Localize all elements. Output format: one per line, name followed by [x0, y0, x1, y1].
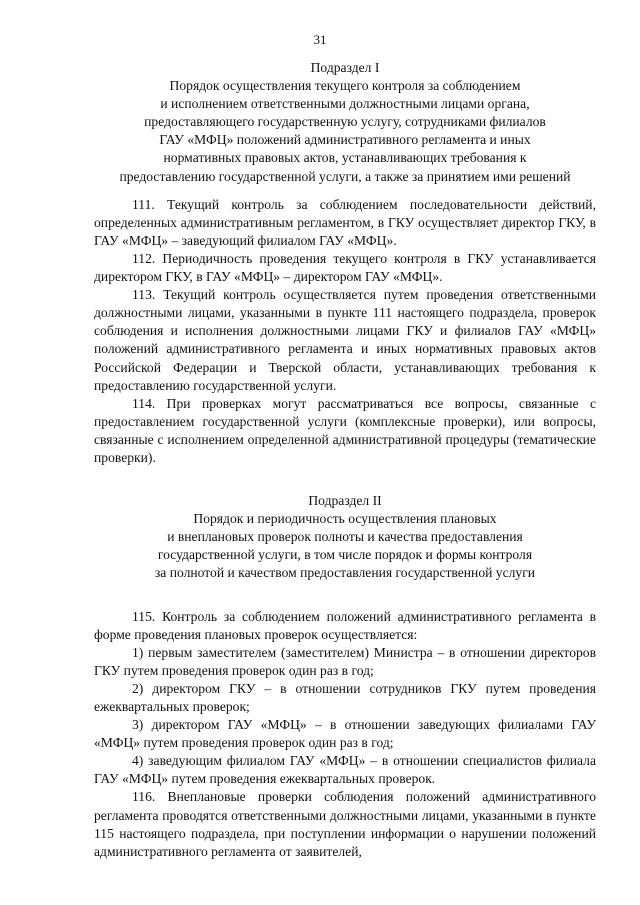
paragraph-116: 116. Внеплановые проверки соблюдения положений административного регламента проводятся ответственными должностными лицами, указанными в пункте 115 настоящего подраздела, при поступлении информации о нарушении положений административного регламента от заявителей,: [94, 789, 596, 859]
section-2-heading-line: и внеплановых проверок полноты и качества предоставления: [167, 529, 523, 545]
paragraph-114: 114. При проверках могут рассматриваться все вопросы, связанные с предоставлением государственной услуги (комплексные проверки), или вопросы, связанные с исполнением определенной административной процедуры (тематические проверки).: [94, 395, 596, 465]
section-1-heading-line: предоставлению государственной услуги, а также за принятием ими решений: [119, 168, 571, 184]
section-1-heading-line: нормативных правовых актов, устанавливающих требования к: [163, 150, 527, 166]
section-1-heading-line: ГАУ «МФЦ» положений административного регламента и иных: [159, 132, 531, 148]
list-item-115-1: 1) первым заместителем (заместителем) Министра – в отношении директоров ГКУ путем проведения проверок один раз в год;: [94, 644, 596, 678]
section-1-heading-line: предоставляющего государственную услугу, сотрудниками филиалов: [144, 114, 546, 130]
list-item-115-2: 2) директором ГКУ – в отношении сотрудников ГКУ путем проведения ежеквартальных проверок;: [94, 680, 596, 714]
section-1-heading-line: Порядок осуществления текущего контроля за соблюдением: [169, 78, 521, 94]
paragraph-111: 111. Текущий контроль за соблюдением последовательности действий, определенных административным регламентом, в ГКУ осуществляет директор ГКУ, в ГАУ «МФЦ» – заведующий филиалом ГАУ «МФЦ».: [94, 196, 596, 248]
document-body: [94, 59, 596, 861]
list-item-115-4: 4) заведующим филиалом ГАУ «МФЦ» – в отношении специалистов филиала ГАУ «МФЦ» путем проведения ежеквартальных проверок.: [94, 753, 596, 787]
paragraph-115: 115. Контроль за соблюдением положений административного регламента в форме проведения плановых проверок осуществляется:: [94, 608, 596, 642]
section-2-heading-line: за полнотой и качеством предоставления государственной услуги: [154, 565, 536, 581]
page-number: 31: [313, 32, 327, 47]
section-2-title: Подраздел II: [308, 493, 382, 509]
section-2-heading-line: государственной услуги, в том числе порядок и формы контроля: [157, 547, 533, 563]
section-2-heading-line: Порядок и периодичность осуществления плановых: [193, 511, 497, 527]
section-2-heading: [94, 492, 596, 582]
section-1-title: Подраздел I: [310, 60, 380, 75]
section-1-heading-line: и исполнением ответственными должностными лицами органа,: [160, 96, 530, 112]
list-item-115-3: 3) директором ГАУ «МФЦ» – в отношении заведующих филиалами ГАУ «МФЦ» путем проведения проверок один раз в год;: [94, 717, 596, 751]
paragraph-113: 113. Текущий контроль осуществляется путем проведения ответственными должностными лицами, указанными в пункте 111 настоящего подраздела, проверок соблюдения и исполнения должностными лицами ГКУ и филиалов ГАУ «МФЦ» положений административного регламента и иных нормативных правовых актов Российской Федерации и Тверской области, устанавливающих требования к предоставлению государственной услуги.: [94, 287, 596, 393]
paragraph-112: 112. Периодичность проведения текущего контроля в ГКУ устанавливается директором ГКУ, в ГАУ «МФЦ» – директором ГАУ «МФЦ».: [94, 250, 596, 285]
section-1-heading: [94, 59, 596, 186]
